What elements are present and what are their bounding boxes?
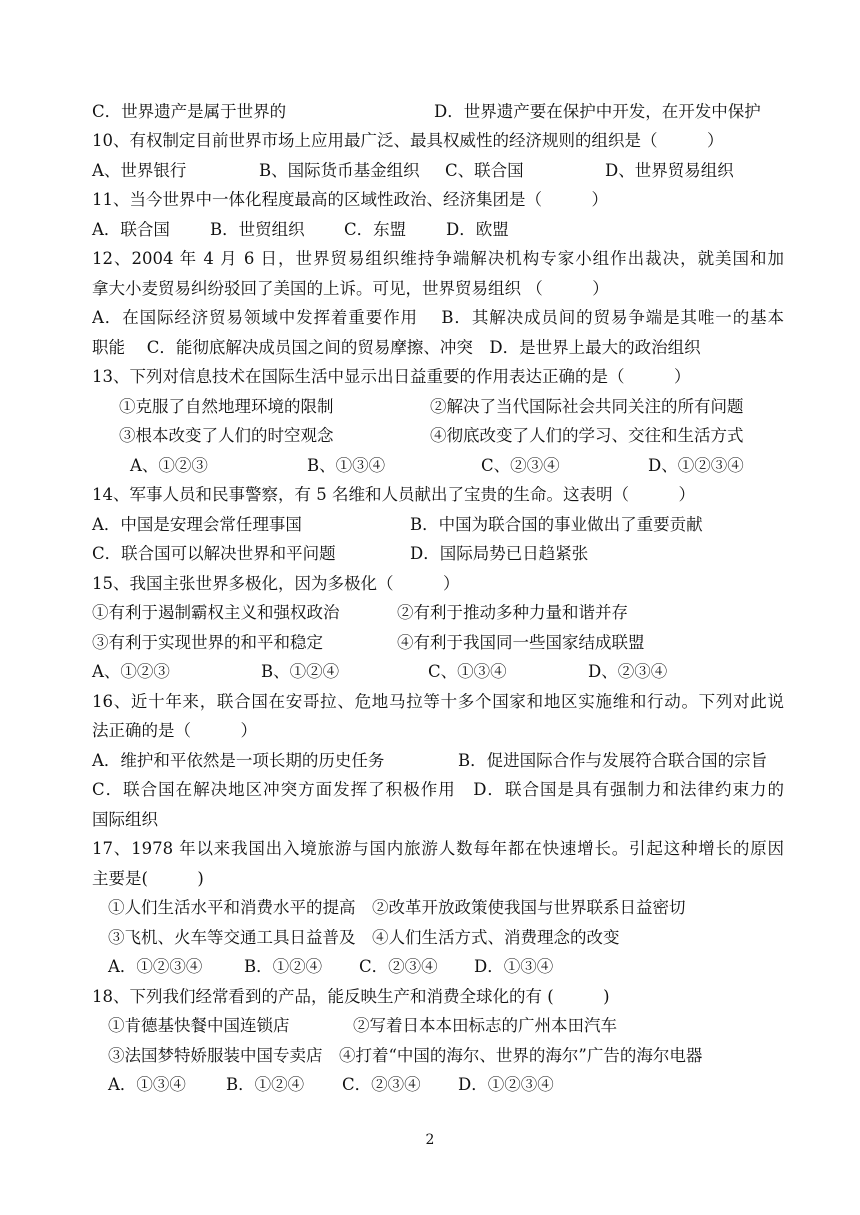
statement-4: ④有利于我国同一些国家结成联盟 (397, 633, 645, 652)
statement-2: ②有利于推动多种力量和谐并存 (397, 603, 628, 622)
statement-2: ②解决了当代国际社会共同关注的所有问题 (430, 397, 744, 416)
option-c: C．世界遗产是属于世界的 (92, 102, 287, 121)
question-text: 11、当今世界中一体化程度最高的区域性政治、经济集团是（ ） (92, 190, 608, 209)
option-c: C、①③④ (428, 662, 507, 681)
option-c: C．②③④ (359, 957, 438, 976)
option-d: D、①②③④ (648, 456, 744, 475)
option-d: D．世界遗产要在保护中开发，在开发中保护 (434, 102, 761, 121)
question-text: 拿大小麦贸易纠纷驳回了美国的上诉。可见，世界贸易组织 （ ） (92, 279, 609, 298)
option-d: D．欧盟 (446, 220, 509, 239)
statement-1: ①肯德基快餐中国连锁店 (108, 1016, 290, 1035)
option-b: B．世贸组织 (210, 220, 305, 239)
option-c: C．联合国可以解决世界和平问题 (92, 544, 336, 563)
question-text: 法正确的是（ ） (92, 721, 257, 740)
option-a: A．联合国 (92, 220, 170, 239)
statement-1: ①克服了自然地理环境的限制 (119, 397, 334, 416)
page-number: 2 (425, 1132, 435, 1148)
option-a: A．中国是安理会常任理事国 (92, 515, 302, 534)
option-d: D．国际局势已日趋紧张 (410, 544, 589, 563)
option-c: C、②③④ (481, 456, 560, 475)
option-b: B．中国为联合国的事业做出了重要贡献 (410, 515, 703, 534)
question-text: 13、下列对信息技术在国际生活中显示出日益重要的作用表达正确的是（ ） (92, 367, 691, 386)
option-c: C．东盟 (344, 220, 407, 239)
option-b: B．①②④ (226, 1075, 305, 1094)
option-a: A．①②③④ (108, 957, 203, 976)
option-d: D．①③④ (474, 957, 554, 976)
question-text: 12、2004 年 4 月 6 日，世界贸易组织维持争端解决机构专家小组作出裁决，就美国和加 (92, 249, 784, 268)
option-b: B、①③④ (307, 456, 386, 475)
statements-text: ③飞机、火车等交通工具日益普及 ④人们生活方式、消费理念的改变 (108, 928, 620, 947)
option-d: D、②③④ (588, 662, 668, 681)
option-a: A．①③④ (108, 1075, 186, 1094)
question-text: 17、1978 年以来我国出入境旅游与国内旅游人数每年都在快速增长。引起这种增长的原因 (92, 839, 784, 858)
question-text: 16、近十年来，联合国在安哥拉、危地马拉等十多个国家和地区实施维和行动。下列对此说 (92, 692, 784, 711)
option-b: B、①②④ (261, 662, 340, 681)
option-a: A、①②③ (130, 456, 208, 475)
option-a: A、①②③ (92, 662, 170, 681)
options-text: 职能 C．能彻底解决成员国之间的贸易摩擦、冲突 D．是世界上最大的政治组织 (92, 338, 701, 357)
option-c: C．②③④ (342, 1075, 421, 1094)
option-a: A、世界银行 (92, 161, 187, 180)
question-text: 10、有权制定目前世界市场上应用最广泛、最具权威性的经济规则的组织是（ ） (92, 131, 724, 150)
question-text: 14、军事人员和民事警察，有 5 名维和人员献出了宝贵的生命。这表明（ ） (92, 485, 695, 504)
statement-3: ③有利于实现世界的和平和稳定 (92, 633, 323, 652)
statement-4: ④彻底改变了人们的学习、交往和生活方式 (430, 426, 744, 445)
statement-3: ③根本改变了人们的时空观念 (119, 426, 334, 445)
statements-text: ③法国梦特娇服装中国专卖店 ④打着“中国的海尔、世界的海尔”广告的海尔电器 (108, 1046, 703, 1065)
option-b: B、国际货币基金组织 (259, 161, 420, 180)
statement-1: ①有利于遏制霸权主义和强权政治 (92, 603, 340, 622)
statement-2: ②写着日本本田标志的广州本田汽车 (353, 1016, 617, 1035)
options-text: A．在国际经济贸易领域中发挥着重要作用 B．其解决成员间的贸易争端是其唯一的基本 (92, 308, 784, 327)
option-a: A．维护和平依然是一项长期的历史任务 (92, 751, 385, 770)
options-text: C．联合国在解决地区冲突方面发挥了积极作用 D．联合国是具有强制力和法律约束力的 (92, 780, 784, 799)
option-b: B．①②④ (244, 957, 323, 976)
option-d: D、世界贸易组织 (605, 161, 734, 180)
question-text: 主要是( ) (92, 869, 204, 888)
option-c: C、联合国 (445, 161, 524, 180)
statements-text: ①人们生活水平和消费水平的提高 ②改革开放政策使我国与世界联系日益密切 (108, 898, 686, 917)
question-text: 18、下列我们经常看到的产品，能反映生产和消费全球化的有 ( ) (92, 987, 610, 1006)
options-text: 国际组织 (92, 810, 158, 829)
option-b: B．促进国际合作与发展符合联合国的宗旨 (458, 751, 768, 770)
option-d: D．①②③④ (458, 1075, 554, 1094)
question-text: 15、我国主张世界多极化，因为多极化（ ） (92, 574, 460, 593)
